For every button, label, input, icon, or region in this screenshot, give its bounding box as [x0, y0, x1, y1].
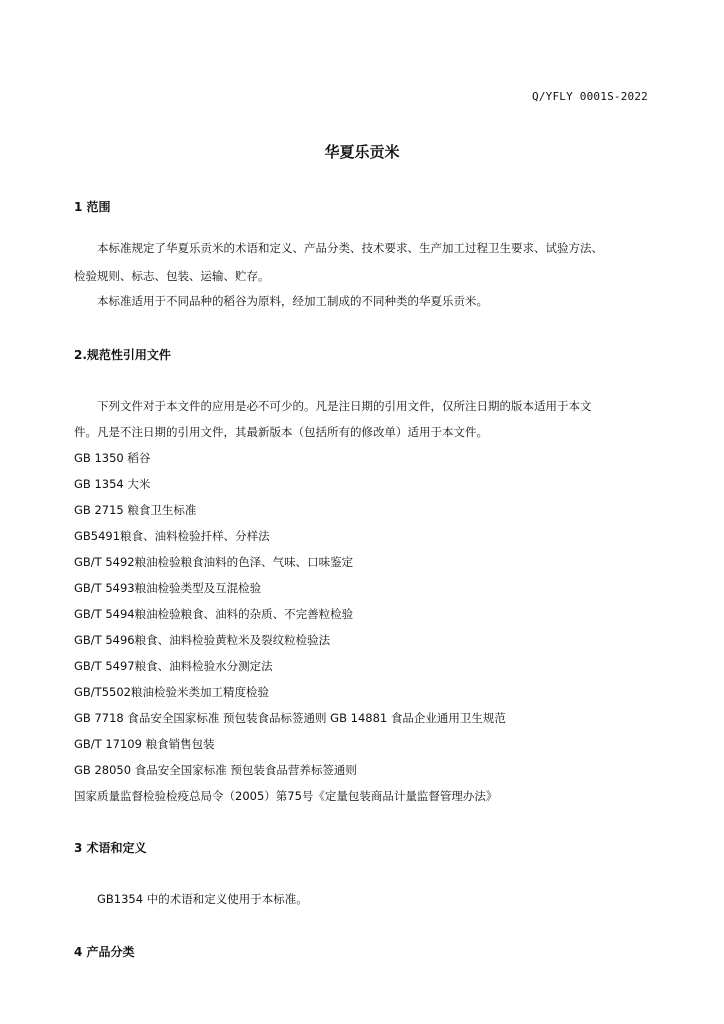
document-code: Q/YFLY 0001S-2022: [532, 90, 648, 103]
reference-item: GB/T 5494粮油检验粮食、油料的杂质、不完善粒检验: [74, 607, 354, 621]
section-1-heading: 1 范围: [74, 200, 111, 214]
reference-item: GB/T 5492粮油检验粮食油料的色泽、气味、口味鉴定: [74, 555, 354, 569]
section-4-heading: 4 产品分类: [74, 945, 135, 959]
section-1-paragraph-2: 本标准适用于不同品种的稻谷为原料，经加工制成的不同种类的华夏乐贡米。: [97, 294, 488, 308]
reference-item: 国家质量监督检验检疫总局令（2005）第75号《定量包装商品计量监督管理办法》: [74, 789, 498, 803]
reference-item: GB 2715 粮食卫生标准: [74, 503, 197, 517]
section-1-paragraph-1-line-1: 本标准规定了华夏乐贡米的术语和定义、产品分类、技术要求、生产加工过程卫生要求、试验方法、: [97, 241, 603, 255]
reference-item: GB 28050 食品安全国家标准 预包装食品营养标签通则: [74, 763, 357, 777]
section-2-heading: 2.规范性引用文件: [74, 348, 171, 362]
section-3-heading: 3 术语和定义: [74, 841, 147, 855]
reference-item: GB/T5502粮油检验米类加工精度检验: [74, 685, 269, 699]
section-2-intro-line-1: 下列文件对于本文件的应用是必不可少的。凡是注日期的引用文件，仅所注日期的版本适用于本文: [97, 399, 592, 413]
reference-item: GB 1354 大米: [74, 477, 151, 491]
section-3-paragraph: GB1354 中的术语和定义使用于本标准。: [97, 892, 308, 906]
reference-item: GB/T 5496粮食、油料检验黄粒米及裂纹粒检验法: [74, 633, 331, 647]
reference-item: GB/T 17109 粮食销售包装: [74, 737, 215, 751]
reference-item: GB/T 5497粮食、油料检验水分测定法: [74, 659, 273, 673]
document-title: 华夏乐贡米: [324, 143, 400, 161]
section-1-paragraph-1-line-2: 检验规则、标志、包装、运输、贮存。: [74, 269, 270, 283]
reference-item: GB 1350 稻谷: [74, 451, 151, 465]
reference-item: GB 7718 食品安全国家标准 预包装食品标签通则 GB 14881 食品企业通用卫生规范: [74, 711, 506, 725]
section-2-intro-line-2: 件。凡是不注日期的引用文件，其最新版本（包括所有的修改单）适用于本文件。: [74, 425, 488, 439]
reference-item: GB/T 5493粮油检验类型及互混检验: [74, 581, 262, 595]
reference-item: GB5491粮食、油料检验扦样、分样法: [74, 529, 270, 543]
